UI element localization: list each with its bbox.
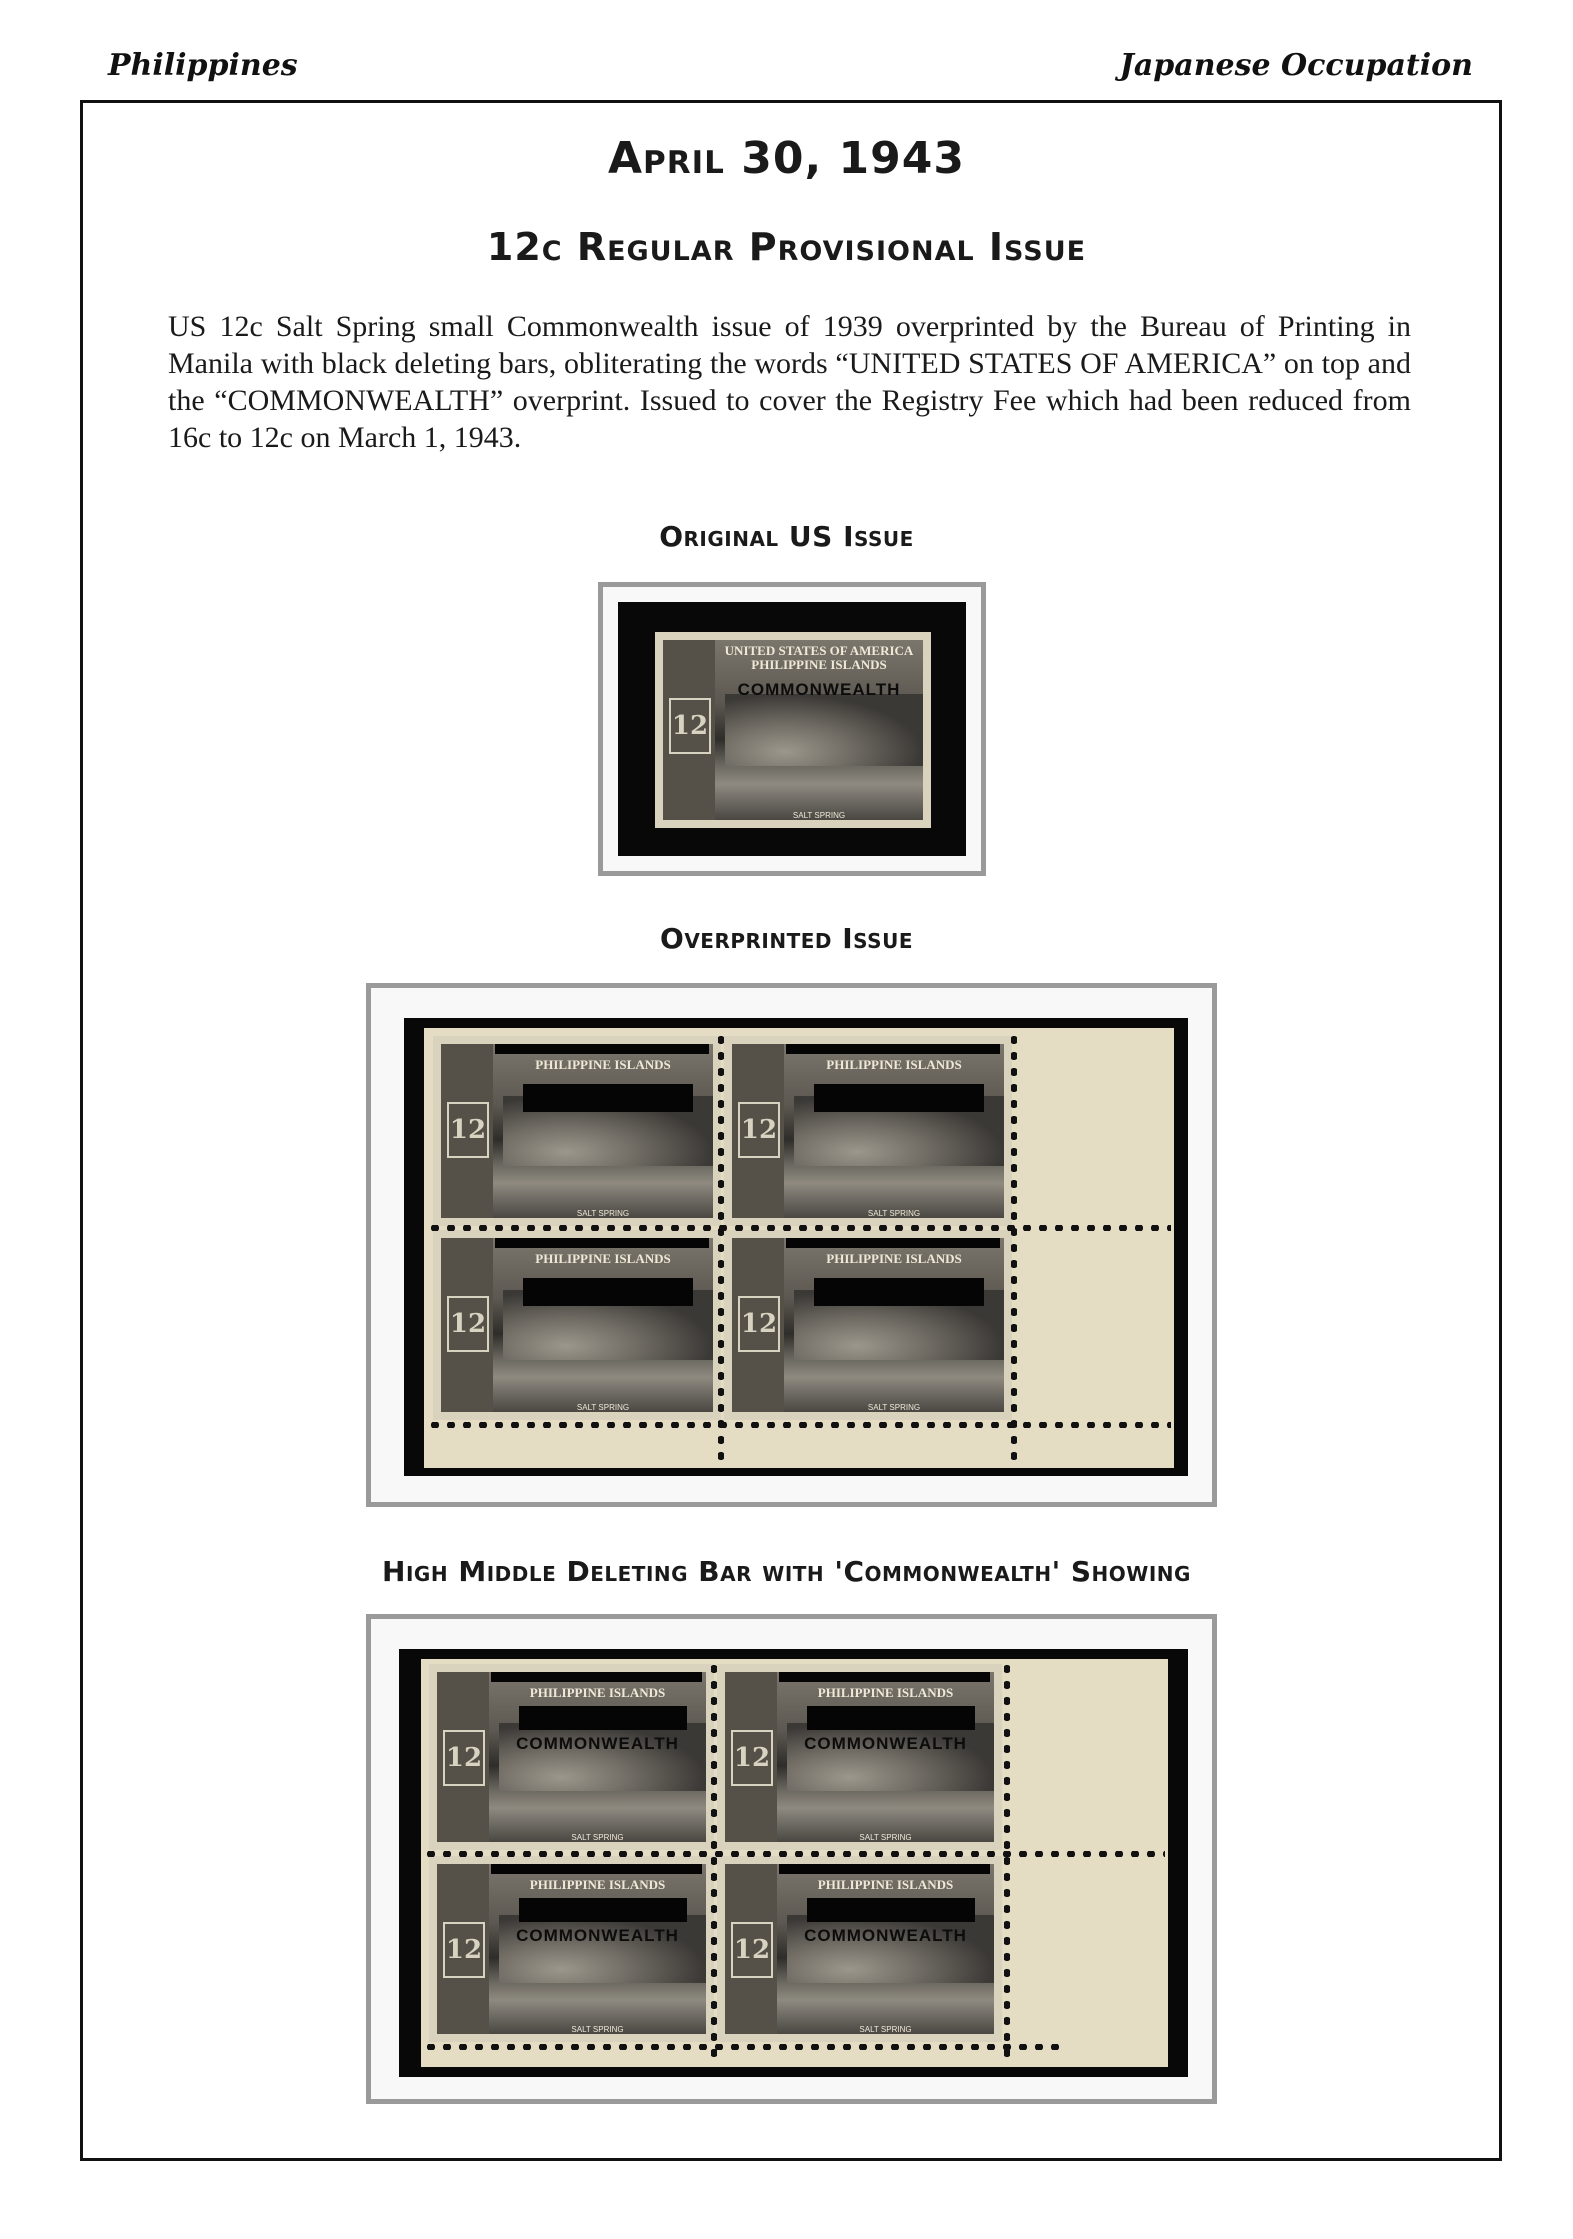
deleting-bar-top bbox=[495, 1238, 709, 1248]
block-stamp-1 bbox=[429, 1664, 714, 1850]
stamp-caption: SALT SPRING bbox=[867, 1209, 921, 1218]
perforation-column bbox=[718, 1032, 724, 1462]
stamp-value: 12 bbox=[738, 1296, 780, 1352]
deleting-bar-middle bbox=[814, 1278, 984, 1306]
deleting-bar-middle-high bbox=[519, 1898, 687, 1922]
issue-title: 12c Regular Provisional Issue bbox=[486, 225, 1087, 269]
stamp-pi-line: PHILIPPINE ISLANDS bbox=[826, 1251, 962, 1266]
stamp-side-panel bbox=[437, 1864, 491, 2034]
stamp-pi-line: PHILIPPINE ISLANDS bbox=[535, 1057, 671, 1072]
stamp-pi-line: PHILIPPINE ISLANDS bbox=[529, 1877, 666, 1892]
block-stamp-2 bbox=[724, 1036, 1012, 1226]
stamp-side-panel bbox=[441, 1044, 495, 1218]
deleting-bar-middle-high bbox=[519, 1706, 687, 1730]
stamp-caption: SALT SPRING bbox=[859, 1833, 912, 1842]
high-bar-block-mount bbox=[366, 1614, 1217, 2104]
stamp-side-panel bbox=[732, 1238, 786, 1412]
stamp-value: 12 bbox=[731, 1922, 773, 1978]
stamp-value: 12 bbox=[738, 1102, 780, 1158]
block-stamp-3 bbox=[429, 1856, 714, 2042]
stamp-side-panel bbox=[663, 640, 717, 820]
block-stamp-1 bbox=[433, 1036, 721, 1226]
header-topic: Japanese Occupation bbox=[1119, 48, 1473, 83]
commonwealth-overprint: COMMONWEALTH bbox=[804, 1926, 967, 1945]
stamp-caption: SALT SPRING bbox=[576, 1209, 630, 1218]
stamp-top-text bbox=[717, 644, 921, 672]
deleting-bar-top bbox=[491, 1864, 702, 1874]
perforation-row bbox=[427, 1422, 1171, 1428]
stamp-pi-line: PHILIPPINE ISLANDS bbox=[751, 657, 887, 672]
stamp-side-panel bbox=[725, 1864, 779, 2034]
commonwealth-overprint: COMMONWEALTH bbox=[804, 1734, 967, 1753]
stamp-caption: SALT SPRING bbox=[571, 2025, 624, 2034]
deleting-bar-top bbox=[779, 1672, 990, 1682]
stamp-caption: SALT SPRING bbox=[792, 811, 846, 820]
perforation-column bbox=[711, 1661, 717, 2061]
stamp-pi-line: PHILIPPINE ISLANDS bbox=[826, 1057, 962, 1072]
commonwealth-overprint: COMMONWEALTH bbox=[516, 1734, 679, 1753]
section-overprinted-title: Overprinted Issue bbox=[660, 922, 913, 955]
stamp-value: 12 bbox=[731, 1730, 773, 1786]
stamp-caption: SALT SPRING bbox=[867, 1403, 921, 1412]
deleting-bar-middle-high bbox=[807, 1898, 975, 1922]
salt-spring-terraces bbox=[725, 694, 923, 766]
stamp-caption: SALT SPRING bbox=[576, 1403, 630, 1412]
perforation-row bbox=[423, 2044, 1063, 2050]
deleting-bar-middle-high bbox=[807, 1706, 975, 1730]
stamp-pi-line: PHILIPPINE ISLANDS bbox=[529, 1685, 666, 1700]
header-country: Philippines bbox=[108, 48, 298, 83]
perforation-column bbox=[1004, 1661, 1010, 2061]
page-title: April 30, 1943 bbox=[608, 133, 965, 184]
deleting-bar-middle bbox=[814, 1084, 984, 1112]
section-original-title: Original US Issue bbox=[659, 520, 914, 553]
stamp-us-line: UNITED STATES OF AMERICA bbox=[724, 643, 914, 658]
section-high-bar-title: High Middle Deleting Bar with 'Commonwealth' Showing bbox=[382, 1555, 1191, 1588]
stamp-caption: SALT SPRING bbox=[571, 1833, 624, 1842]
block-stamp-4 bbox=[717, 1856, 1002, 2042]
stamp-side-panel bbox=[732, 1044, 786, 1218]
commonwealth-overprint: COMMONWEALTH bbox=[516, 1926, 679, 1945]
stamp-value: 12 bbox=[443, 1922, 485, 1978]
deleting-bar-middle bbox=[523, 1278, 693, 1306]
stamp-value: 12 bbox=[669, 698, 711, 754]
stamp-value: 12 bbox=[447, 1102, 489, 1158]
commonwealth-overprint: COMMONWEALTH bbox=[737, 680, 901, 699]
deleting-bar-middle bbox=[523, 1084, 693, 1112]
issue-description: US 12c Salt Spring small Commonwealth issue of 1939 overprinted by the Bureau of Printing in Manila with black deleting bars, obliterating the words “UNITED STATES OF AMERICA” on top and the “COMMONWEALTH” overprint. Issued to cover the Registry Fee which had been reduced from 16c to 12c on March 1, 1943. bbox=[168, 310, 1411, 454]
stamp-pi-line: PHILIPPINE ISLANDS bbox=[817, 1877, 954, 1892]
perforation-row bbox=[423, 1851, 1165, 1857]
block-stamp-4 bbox=[724, 1230, 1012, 1420]
deleting-bar-top bbox=[786, 1238, 1000, 1248]
stamp-side-panel bbox=[725, 1672, 779, 1842]
stamp-side-panel bbox=[437, 1672, 491, 1842]
block-stamp-3 bbox=[433, 1230, 721, 1420]
block-stamp-2 bbox=[717, 1664, 1002, 1850]
perforation-column bbox=[1011, 1032, 1017, 1462]
deleting-bar-top bbox=[495, 1044, 709, 1054]
deleting-bar-top bbox=[779, 1864, 990, 1874]
stamp-side-panel bbox=[441, 1238, 495, 1412]
original-stamp-mount bbox=[598, 582, 986, 876]
perforation-row bbox=[427, 1225, 1171, 1231]
stamp-pi-line: PHILIPPINE ISLANDS bbox=[817, 1685, 954, 1700]
original-stamp bbox=[655, 632, 931, 828]
stamp-value: 12 bbox=[447, 1296, 489, 1352]
deleting-bar-top bbox=[786, 1044, 1000, 1054]
stamp-pi-line: PHILIPPINE ISLANDS bbox=[535, 1251, 671, 1266]
stamp-value: 12 bbox=[443, 1730, 485, 1786]
overprinted-block-mount bbox=[366, 983, 1217, 1507]
deleting-bar-top bbox=[491, 1672, 702, 1682]
stamp-caption: SALT SPRING bbox=[859, 2025, 912, 2034]
